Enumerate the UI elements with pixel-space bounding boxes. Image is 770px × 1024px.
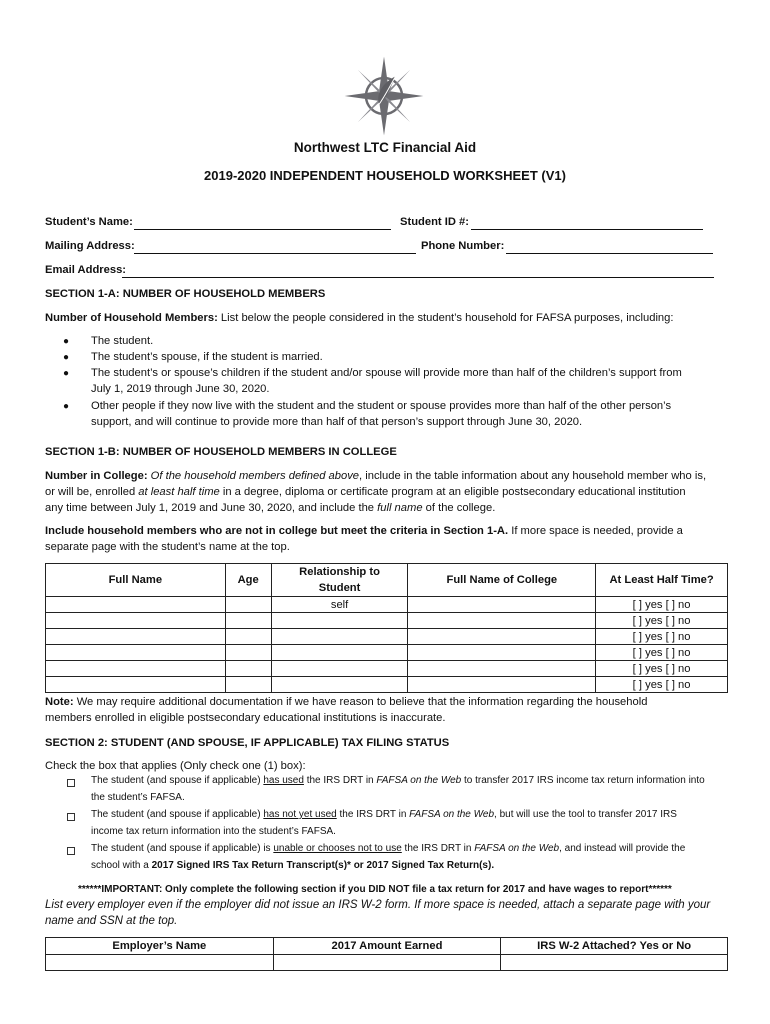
section-1b-include-note-line2: separate page with the student’s name at the top. <box>45 541 290 553</box>
student-id-field[interactable] <box>471 229 703 230</box>
table-row <box>46 661 728 677</box>
option-unable-line2: school with a 2017 Signed IRS Tax Return Transcript(s)* or 2017 Signed Tax Return(s). <box>91 860 495 871</box>
column-header-employer-name: Employer’s Name <box>46 938 274 955</box>
column-header-age: Age <box>225 564 271 597</box>
table-row <box>46 597 728 613</box>
column-header-half-time: At Least Half Time? <box>596 564 728 597</box>
half-time-cell[interactable]: [ ] yes [ ] no <box>596 645 728 661</box>
age-cell[interactable] <box>225 677 271 693</box>
compass-rose-logo-icon <box>343 55 425 137</box>
relationship-cell[interactable] <box>271 661 408 677</box>
college-cell[interactable] <box>408 613 596 629</box>
name-cell[interactable] <box>46 645 226 661</box>
section-1a-intro: Number of Household Members: List below the people considered in the student’s household for FAFSA purposes, including: <box>45 312 674 324</box>
section-1b-paragraph: Number in College: Of the household members defined above, include in the table information about any household member who is, <box>45 470 707 482</box>
age-cell[interactable] <box>225 661 271 677</box>
checkbox-has-not-used[interactable] <box>67 813 75 821</box>
college-cell[interactable] <box>408 629 596 645</box>
half-time-cell[interactable]: [ ] yes [ ] no <box>596 597 728 613</box>
name-cell[interactable] <box>46 677 226 693</box>
phone-label: Phone Number: <box>421 240 505 252</box>
column-header-relationship: Relationship to Student <box>271 564 408 597</box>
name-cell[interactable] <box>46 629 226 645</box>
college-cell[interactable] <box>408 597 596 613</box>
half-time-cell[interactable]: [ ] yes [ ] no <box>596 661 728 677</box>
amount-earned-cell[interactable] <box>273 955 501 971</box>
column-header-amount-earned: 2017 Amount Earned <box>273 938 501 955</box>
name-cell[interactable] <box>46 613 226 629</box>
college-cell[interactable] <box>408 661 596 677</box>
note-paragraph-line2: members enrolled in eligible postsecondary educational institutions is inaccurate. <box>45 712 446 724</box>
column-header-w2-attached: IRS W-2 Attached? Yes or No <box>501 938 728 955</box>
employer-table <box>45 937 728 971</box>
checkbox-unable[interactable] <box>67 847 75 855</box>
half-time-cell[interactable]: [ ] yes [ ] no <box>596 629 728 645</box>
age-cell[interactable] <box>225 645 271 661</box>
bullet-item: The student. <box>91 335 154 347</box>
bullet-item-cont: July 1, 2019 through June 30, 2020. <box>91 383 270 395</box>
section-1b-paragraph-line2: or will be, enrolled at least half time in a degree, diploma or certificate program at an eligible postsecondary educational institution <box>45 486 686 498</box>
employer-instruction-line2: name and SSN at the top. <box>45 915 178 927</box>
email-field[interactable] <box>122 277 714 278</box>
student-name-label: Student’s Name: <box>45 216 133 228</box>
household-college-table <box>45 563 728 693</box>
table-row <box>46 629 728 645</box>
section-2-heading: SECTION 2: STUDENT (AND SPOUSE, IF APPLICABLE) TAX FILING STATUS <box>45 737 450 749</box>
college-cell[interactable] <box>408 677 596 693</box>
table-row <box>46 955 728 971</box>
half-time-cell[interactable]: [ ] yes [ ] no <box>596 613 728 629</box>
note-paragraph: Note: We may require additional documentation if we have reason to believe that the information regarding the household <box>45 696 648 708</box>
name-cell[interactable] <box>46 661 226 677</box>
bullet-icon: ● <box>63 368 70 379</box>
relationship-cell[interactable] <box>271 629 408 645</box>
table-row <box>46 645 728 661</box>
college-cell[interactable] <box>408 645 596 661</box>
age-cell[interactable] <box>225 597 271 613</box>
relationship-cell: self <box>271 597 408 613</box>
name-cell[interactable] <box>46 597 226 613</box>
employer-name-cell[interactable] <box>46 955 274 971</box>
form-title: 2019-2020 INDEPENDENT HOUSEHOLD WORKSHEET (V1) <box>204 168 566 183</box>
table-row <box>46 613 728 629</box>
option-unable: The student (and spouse if applicable) is unable or chooses not to use the IRS DRT in FAFSA on the Web, and instead will provide the <box>91 843 686 854</box>
bullet-item: The student’s or spouse’s children if the student and/or spouse will provide more than half of the children’s support from <box>91 367 682 379</box>
column-header-full-name: Full Name <box>46 564 226 597</box>
half-time-cell[interactable]: [ ] yes [ ] no <box>596 677 728 693</box>
student-name-field[interactable] <box>134 229 391 230</box>
relationship-cell[interactable] <box>271 677 408 693</box>
mailing-address-field[interactable] <box>134 253 416 254</box>
option-has-used-line2: the student’s FAFSA. <box>91 792 185 803</box>
age-cell[interactable] <box>225 629 271 645</box>
bullet-icon: ● <box>63 352 70 363</box>
relationship-cell[interactable] <box>271 613 408 629</box>
relationship-cell[interactable] <box>271 645 408 661</box>
section-1b-include-note: Include household members who are not in college but meet the criteria in Section 1-A. If more space is needed, provide a <box>45 525 683 537</box>
bullet-item: The student’s spouse, if the student is married. <box>91 351 323 363</box>
checkbox-has-used[interactable] <box>67 779 75 787</box>
column-header-college: Full Name of College <box>408 564 596 597</box>
bullet-icon: ● <box>63 401 70 412</box>
section-1a-heading: SECTION 1-A: NUMBER OF HOUSEHOLD MEMBERS <box>45 288 326 300</box>
age-cell[interactable] <box>225 613 271 629</box>
bullet-icon: ● <box>63 336 70 347</box>
section-2-instruction: Check the box that applies (Only check one (1) box): <box>45 760 306 772</box>
phone-field[interactable] <box>506 253 713 254</box>
mailing-address-label: Mailing Address: <box>45 240 135 252</box>
table-row <box>46 677 728 693</box>
option-has-not-used-line2: income tax return information into the student’s FAFSA. <box>91 826 336 837</box>
employer-instruction: List every employer even if the employer did not issue an IRS W-2 form. If more space is needed, attach a separate page with your <box>45 899 711 911</box>
important-notice: ******IMPORTANT: Only complete the following section if you DID NOT file a tax return for 2017 and have wages to report****** <box>78 884 672 895</box>
bullet-item-cont: support, and will continue to provide more than half of that person’s support through June 30, 2020. <box>91 416 583 428</box>
section-1b-paragraph-line3: any time between July 1, 2019 and June 30, 2020, and include the full name of the college. <box>45 502 496 514</box>
section-1b-heading: SECTION 1-B: NUMBER OF HOUSEHOLD MEMBERS IN COLLEGE <box>45 446 397 458</box>
option-has-not-used: The student (and spouse if applicable) has not yet used the IRS DRT in FAFSA on the Web, but will use the tool to transfer 2017 IRS <box>91 809 677 820</box>
student-id-label: Student ID #: <box>400 216 469 228</box>
bullet-item: Other people if they now live with the student and the student or spouse provides more than half of the other person’s <box>91 400 672 412</box>
org-name: Northwest LTC Financial Aid <box>293 140 477 155</box>
email-label: Email Address: <box>45 264 127 276</box>
option-has-used: The student (and spouse if applicable) has used the IRS DRT in FAFSA on the Web to transfer 2017 IRS income tax return information into <box>91 775 705 786</box>
w2-attached-cell[interactable] <box>501 955 728 971</box>
